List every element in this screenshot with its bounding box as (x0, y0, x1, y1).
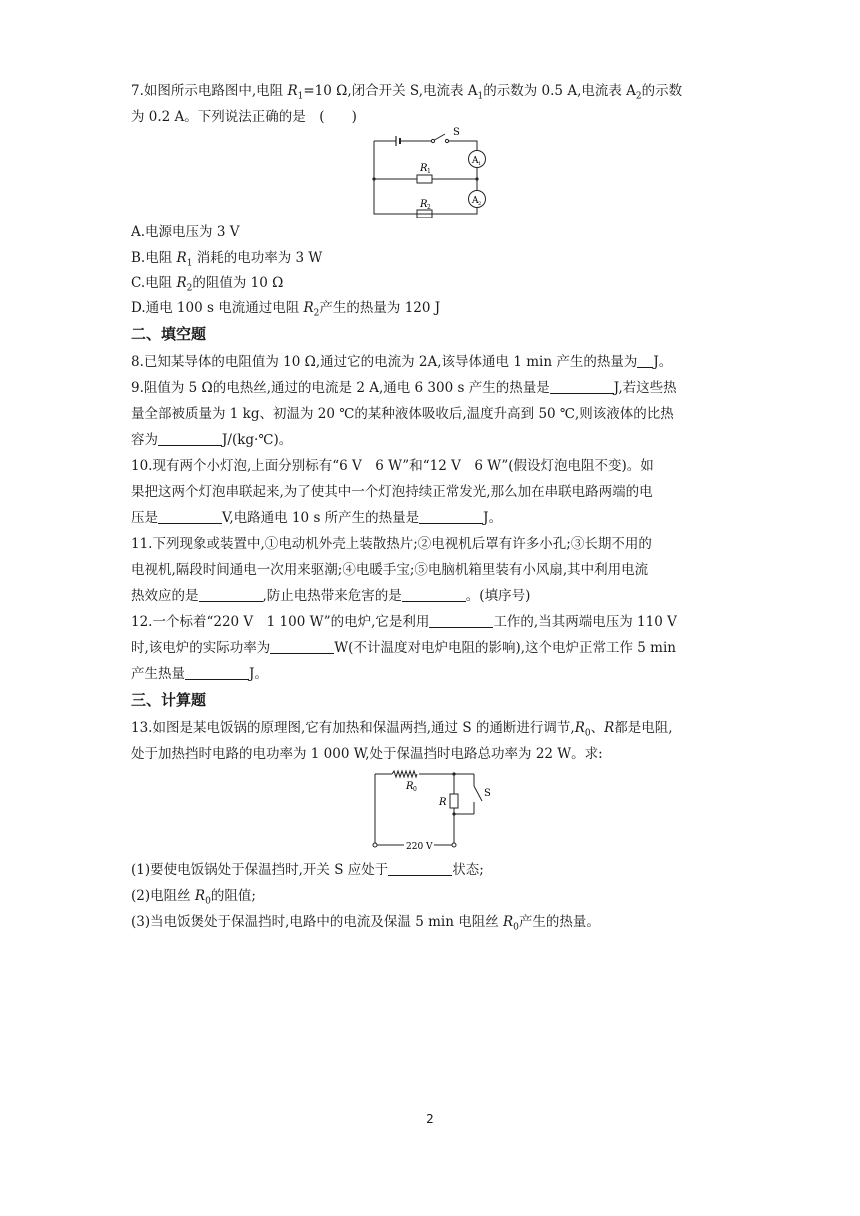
page-number: 2 (426, 1112, 434, 1126)
q8: 8.已知某导体的电阻值为 10 Ω,通过它的电流为 2A,该导体通电 1 min 产生的热量为 J。 (131, 354, 673, 370)
section-heading-calculation: 三、计算题 (131, 691, 207, 709)
svg-text:0: 0 (413, 786, 417, 793)
q12-line1: 12.一个标着“220 V 1 100 W”的电炉,它是利用 工作的,当其两端电压为 110 V (131, 614, 677, 630)
q7-ammeter-a1: A (472, 156, 479, 166)
q7-option-a: A.电源电压为 3 V (131, 224, 240, 240)
q7-option-d: D.通电 100 s 电流通过电阻 $R_2$产生的热量为 120 J (131, 300, 441, 319)
q9-line2: 量全部被质量为 1 kg、初温为 20 ℃的某种液体吸收后,温度升高到 50 ℃,则该液体的比热 (131, 406, 674, 422)
q10-line2: 果把这两个灯泡串联起来,为了使其中一个灯泡持续正常发光,那么加在串联电路两端的电 (131, 484, 653, 500)
q11-line2: 电视机,隔段时间通电一次用来驱潮;④电暖手宝;⑤电脑机箱里装有小风扇,其中利用电流 (131, 562, 649, 578)
q12-answer-blank-3[interactable] (185, 665, 249, 680)
q13-part1: (1)要使电饭锅处于保温挡时,开关 S 应处于 状态; (131, 862, 484, 878)
svg-text:1: 1 (478, 161, 482, 167)
q7-option-c: C.电阻 $R_2$的阻值为 10 Ω (131, 275, 284, 294)
svg-text:2: 2 (427, 204, 431, 211)
q7-stem-line2: 为 0.2 A。下列说法正确的是 ( ) (131, 109, 357, 125)
q7-stem-line1: 7.如图所示电路图中,电阻 $R_1=10$ Ω,闭合开关 S,电流表 $A_1$的示数为 0.5 A,电流表 $A_2$的示数 (131, 83, 683, 102)
q12-line2: 时,该电炉的实际功率为 W(不计温度对电炉电阻的影响),这个电炉正常工作 5 min (131, 640, 676, 656)
q13-r-label: R (439, 797, 447, 808)
section-heading-fill-in: 二、填空题 (131, 325, 207, 343)
q13-part3: (3)当电饭煲处于保温挡时,电路中的电流及保温 5 min 电阻丝 $R_0$产生的热量。 (131, 914, 600, 933)
q7-circuit-diagram (365, 126, 495, 218)
q10-line3: 压是 V,电路通电 10 s 所产生的热量是 J。 (131, 510, 503, 526)
q7-r1-label: R (420, 163, 428, 174)
q10-answer-blank-1[interactable] (158, 509, 222, 524)
q7-switch-label: S (453, 127, 460, 138)
svg-text:1: 1 (427, 168, 431, 175)
q10-line1: 10.现有两个小灯泡,上面分别标有“6 V 6 W”和“12 V 6 W”(假设灯泡电阻不变)。如 (131, 458, 654, 474)
q13-part2: (2)电阻丝 $R_0$的阻值; (131, 888, 256, 907)
q11-line1: 11.下列现象或装置中,①电动机外壳上装散热片;②电视机后罩有许多小孔;③长期不用的 (131, 536, 652, 552)
q9-answer-blank-1[interactable] (550, 379, 614, 394)
q13-line2: 处于加热挡时电路的电功率为 1 000 W,处于保温挡时电路总功率为 22 W。求: (131, 746, 603, 762)
q9-line1: 9.阻值为 5 Ω的电热丝,通过的电流是 2 A,通电 6 300 s 产生的热量是 J,若这些热 (131, 380, 677, 396)
q13-switch-label: S (484, 788, 491, 799)
q10-answer-blank-2[interactable] (419, 509, 483, 524)
q7-option-b: B.电阻 $R_1$ 消耗的电功率为 3 W (131, 250, 323, 269)
q11-line3: 热效应的是 ,防止电热带来危害的是 。(填序号) (131, 588, 531, 604)
svg-text:2: 2 (478, 201, 482, 207)
q13-line1: 13.如图是某电饭锅的原理图,它有加热和保温两挡,通过 S 的通断进行调节$,R_0$、R都是电阻, (131, 720, 673, 739)
q12-answer-blank-1[interactable] (429, 613, 493, 628)
q13-r0-label: R (406, 781, 414, 792)
q11-answer-blank-2[interactable] (402, 587, 466, 602)
q13-voltage-label: 220 V (406, 842, 433, 852)
q11-answer-blank-1[interactable] (199, 587, 263, 602)
q9-line3: 容为 J/(kg·℃)。 (131, 432, 293, 448)
q13-circuit-diagram (370, 768, 502, 854)
q12-answer-blank-2[interactable] (270, 639, 334, 654)
q9-answer-blank-2[interactable] (158, 431, 222, 446)
q7-r2-label: R (420, 199, 428, 210)
q13-answer-blank[interactable] (388, 861, 452, 876)
q7-ammeter-a2: A (472, 196, 479, 206)
q12-line3: 产生热量 J。 (131, 666, 268, 682)
q8-answer-blank[interactable] (637, 353, 653, 368)
